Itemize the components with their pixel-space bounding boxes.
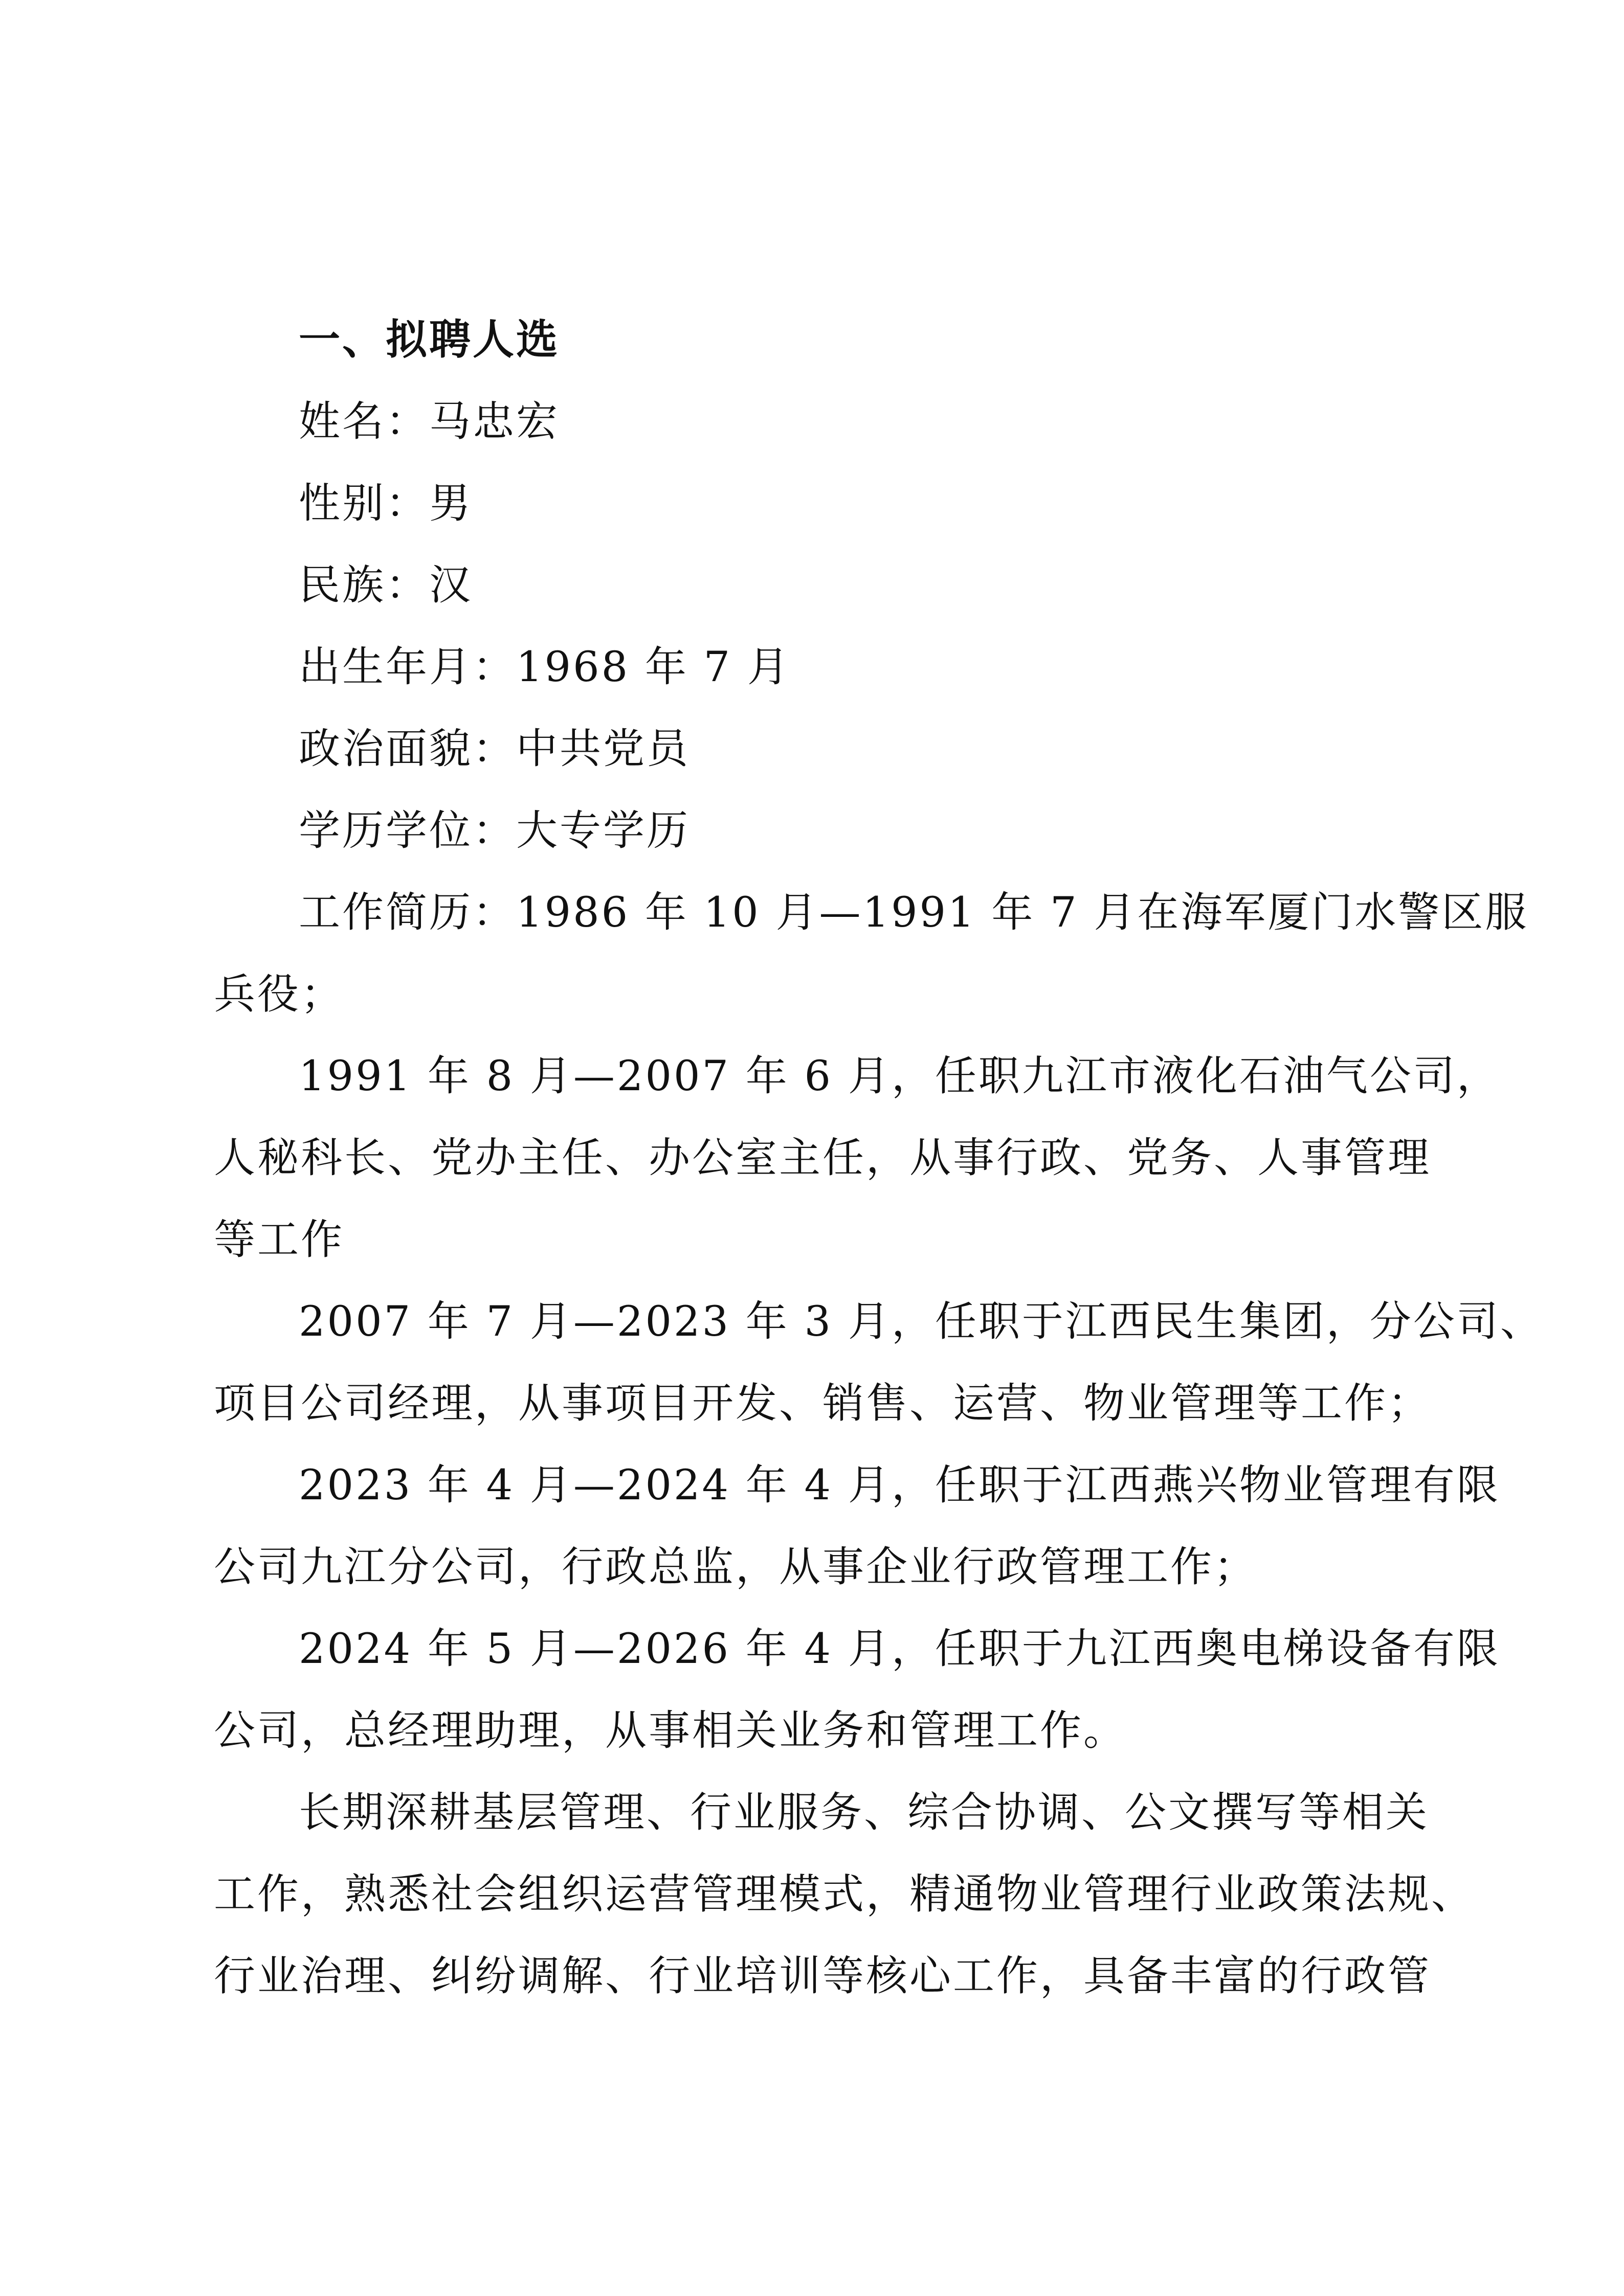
work-history-line: 等工作 (214, 1216, 345, 1264)
work-history-line: 人秘科长、党办主任、办公室主任，从事行政、党务、人事管理 (214, 1134, 1432, 1182)
field-education: 学历学位：大专学历 (299, 807, 691, 855)
work-history-line: 公司，总经理助理，从事相关业务和管理工作。 (214, 1707, 1127, 1755)
summary-line: 长期深耕基层管理、行业服务、综合协调、公文撰写等相关 (299, 1789, 1430, 1837)
work-history-entry (214, 872, 1529, 1036)
field-ethnicity: 民族：汉 (299, 561, 473, 610)
work-history-entry (214, 1281, 1544, 1445)
work-history-entry (214, 1036, 1500, 1281)
work-history-entry (214, 1608, 1500, 1772)
work-history-line: 1991 年 8 月—2007 年 6 月，任职九江市液化石油气公司， (299, 1052, 1500, 1100)
field-name: 姓名：马忠宏 (299, 398, 560, 446)
field-gender: 性别：男 (299, 480, 473, 528)
summary-line: 工作，熟悉社会组织运营管理模式，精通物业管理行业政策法规、 (214, 1871, 1475, 1919)
field-birth: 出生年月：1968 年 7 月 (299, 643, 791, 691)
summary-line: 行业治理、纠纷调解、行业培训等核心工作，具备丰富的行政管 (214, 1952, 1432, 2000)
summary-paragraph (214, 1772, 1475, 2017)
work-history-line: 2007 年 7 月—2023 年 3 月，任职于江西民生集团，分公司、 (299, 1298, 1544, 1346)
work-history-entry (214, 1445, 1500, 1608)
work-history-line: 2024 年 5 月—2026 年 4 月，任职于九江西奥电梯设备有限 (299, 1625, 1500, 1673)
work-history-line: 工作简历：1986 年 10 月—1991 年 7 月在海军厦门水警区服 (299, 889, 1529, 937)
work-history-line: 2023 年 4 月—2024 年 4 月，任职于江西燕兴物业管理有限 (299, 1461, 1500, 1510)
document-body (214, 299, 1544, 2017)
work-history-line: 项目公司经理，从事项目开发、销售、运营、物业管理等工作； (214, 1380, 1432, 1428)
field-political-status: 政治面貌：中共党员 (299, 725, 691, 773)
work-history-line: 公司九江分公司，行政总监，从事企业行政管理工作； (214, 1543, 1258, 1591)
work-history-line: 兵役； (214, 971, 345, 1019)
section-heading: 一、拟聘人选 (299, 316, 560, 364)
